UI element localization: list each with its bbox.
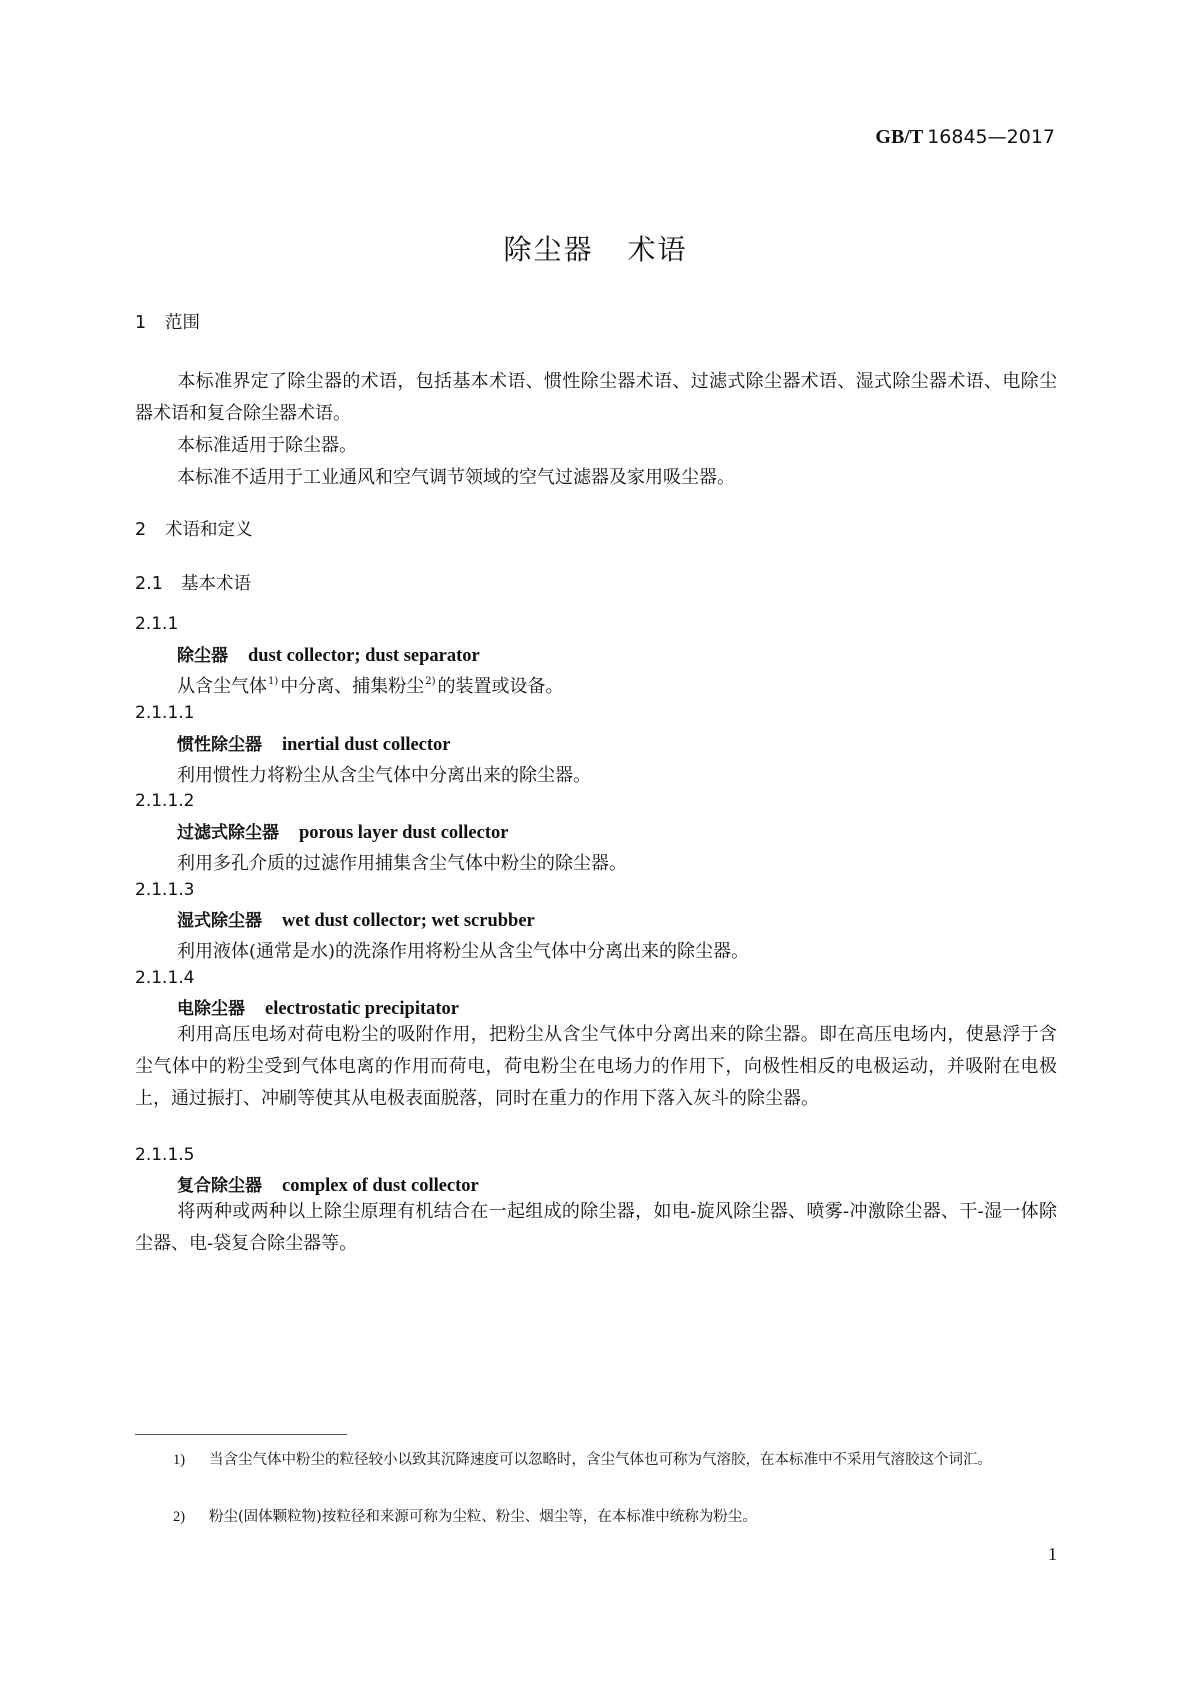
standard-code	[875, 126, 1055, 149]
term-zh: 湿式除尘器	[177, 911, 262, 931]
term-en: dust collector; dust separator	[248, 646, 480, 666]
term-number: 2.1.1.2	[135, 791, 195, 811]
term-zh: 除尘器	[177, 646, 228, 666]
footnote-ref-1: 1)	[268, 676, 279, 687]
section-title: 范围	[165, 313, 200, 333]
title-part-1: 除尘器	[503, 233, 594, 266]
standard-number: 16845—2017	[927, 126, 1055, 148]
term-heading	[177, 818, 508, 844]
definition-text: 利用高压电场对荷电粉尘的吸附作用，把粉尘从含尘气体中分离出来的除尘器。即在高压电场内，使悬浮于含尘气体中的粉尘受到气体电离的作用而荷电，荷电粉尘在电场力的作用下，向极性相反的电极运动，并吸附在电极上，通过振打、冲刷等使其从电极表面脱落，同时在重力的作用下落入灰斗的除尘器。	[135, 1024, 1057, 1109]
scope-paragraph-1	[135, 366, 1057, 430]
scope-text-1: 本标准界定了除尘器的术语，包括基本术语、惯性除尘器术语、过滤式除尘器术语、湿式除尘器术语、电除尘器术语和复合除尘器术语。	[135, 371, 1057, 424]
page-number: 1	[1048, 1544, 1057, 1564]
term-heading	[177, 906, 535, 932]
term-definition: 利用惯性力将粉尘从含尘气体中分离出来的除尘器。	[177, 765, 591, 786]
scope-paragraph-2	[135, 430, 1057, 462]
term-en: wet dust collector; wet scrubber	[282, 911, 535, 931]
scope-text-3: 本标准不适用于工业通风和空气调节领域的空气过滤器及家用吸尘器。	[177, 467, 735, 488]
section-2-1-heading	[135, 570, 251, 595]
term-en: electrostatic precipitator	[265, 999, 459, 1019]
term-definition	[135, 1019, 1057, 1115]
term-zh: 惯性除尘器	[177, 735, 262, 755]
section-number: 1	[135, 313, 147, 333]
definition-text: 中分离、捕集粉尘	[280, 676, 425, 697]
section-title: 基本术语	[181, 574, 251, 594]
scope-paragraph-3	[135, 462, 1057, 494]
term-definition	[177, 672, 564, 698]
footnote-number: 2)	[173, 1509, 186, 1525]
term-heading	[177, 994, 459, 1020]
term-definition: 利用多孔介质的过滤作用捕集含尘气体中粉尘的除尘器。	[177, 853, 627, 874]
term-number: 2.1.1.3	[135, 880, 195, 900]
term-en: complex of dust collector	[282, 1176, 479, 1196]
term-zh: 复合除尘器	[177, 1176, 262, 1196]
scope-text-2: 本标准适用于除尘器。	[177, 435, 357, 456]
title-part-2: 术语	[627, 233, 688, 266]
term-number: 2.1.1	[135, 614, 179, 634]
section-number: 2.1	[135, 574, 163, 594]
term-number: 2.1.1.1	[135, 703, 195, 723]
term-en: inertial dust collector	[282, 735, 451, 755]
footnote-text: 当含尘气体中粉尘的粒径较小以致其沉降速度可以忽略时，含尘气体也可称为气溶胶，在本标准中不采用气溶胶这个词汇。	[209, 1452, 992, 1468]
standard-prefix: GB/T	[875, 126, 924, 148]
footnote-text: 粉尘(固体颗粒物)按粒径和来源可称为尘粒、粉尘、烟尘等，在本标准中统称为粉尘。	[209, 1509, 757, 1525]
section-1-heading	[135, 309, 200, 334]
term-definition: 利用液体(通常是水)的洗涤作用将粉尘从含尘气体中分离出来的除尘器。	[177, 941, 750, 962]
term-definition	[135, 1196, 1057, 1260]
definition-text: 将两种或两种以上除尘原理有机结合在一起组成的除尘器，如电-旋风除尘器、喷雾-冲激除尘器、干-湿一体除尘器、电-袋复合除尘器等。	[135, 1201, 1057, 1254]
term-en: porous layer dust collector	[299, 823, 509, 843]
section-number: 2	[135, 520, 147, 540]
definition-text: 的装置或设备。	[437, 676, 564, 697]
footnote-number: 1)	[173, 1452, 186, 1468]
footnote-ref-2: 2)	[425, 676, 436, 687]
term-zh: 过滤式除尘器	[177, 823, 279, 843]
term-number: 2.1.1.5	[135, 1145, 195, 1165]
term-heading	[177, 641, 480, 667]
section-2-heading	[135, 516, 253, 541]
term-heading	[177, 730, 451, 756]
term-heading	[177, 1171, 479, 1197]
document-title	[0, 228, 1191, 268]
term-zh: 电除尘器	[177, 999, 245, 1019]
term-number: 2.1.1.4	[135, 968, 195, 988]
section-title: 术语和定义	[165, 520, 253, 540]
definition-text: 从含尘气体	[177, 676, 267, 697]
footnote-divider	[135, 1434, 347, 1435]
